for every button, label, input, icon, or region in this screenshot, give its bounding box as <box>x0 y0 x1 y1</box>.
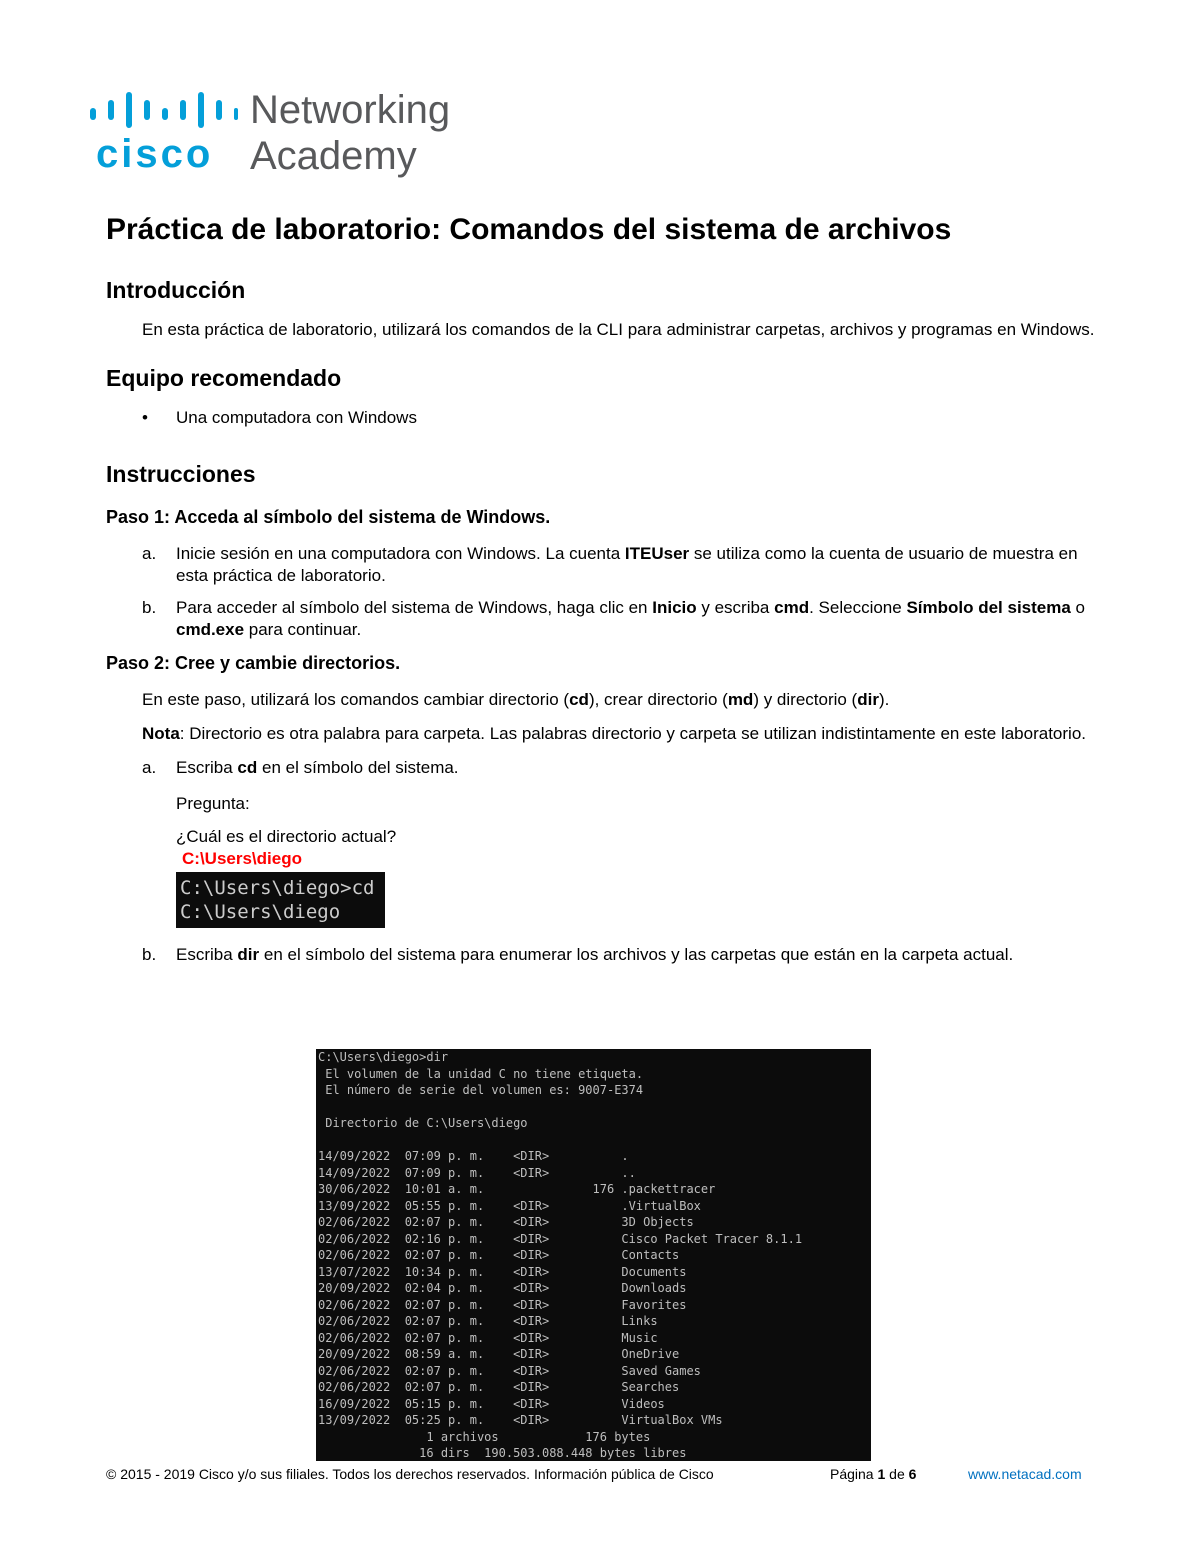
terminal-line: 14/09/2022 07:09 p. m. <DIR> . <box>318 1149 629 1163</box>
terminal-line <box>318 1132 871 1149</box>
step2-note <box>106 723 1096 745</box>
cisco-wordmark: cisco <box>96 132 214 176</box>
page-mid: de <box>885 1466 909 1482</box>
step1-b-bold1: Inicio <box>652 598 697 617</box>
step1-b-text3: . Seleccione <box>809 598 907 617</box>
terminal-line: C:\Users\diego <box>180 901 341 923</box>
instructions-heading: Instrucciones <box>106 461 256 487</box>
footer-page-number <box>830 1466 916 1482</box>
step2-b-bold1: dir <box>237 945 260 964</box>
terminal-line: C:\Users\diego>dir <box>318 1050 449 1064</box>
item-mark: a. <box>142 544 157 563</box>
step1-b-bold4: cmd.exe <box>176 620 245 639</box>
terminal-line: Directorio de C:\Users\diego <box>318 1116 528 1130</box>
step1-b-text1: Para acceder al símbolo del sistema de Windows, haga clic en <box>176 598 653 617</box>
terminal-line: 02/06/2022 02:07 p. m. <DIR> 3D Objects <box>318 1215 694 1229</box>
step2-item-a <box>106 757 1096 779</box>
terminal-line <box>318 1099 871 1116</box>
terminal-line: 02/06/2022 02:07 p. m. <DIR> Music <box>318 1330 658 1345</box>
bullet-mark: • <box>142 408 148 427</box>
step2-a-text1: Escriba <box>176 758 238 777</box>
step2-intro-text1: En este paso, utilizará los comandos cambiar directorio ( <box>142 690 570 709</box>
step1-heading: Paso 1: Acceda al símbolo del sistema de Windows. <box>106 507 551 527</box>
step1-b-text4: o <box>1070 598 1086 617</box>
step1-b-bold2: cmd <box>774 598 810 617</box>
cisco-networking-academy-logo <box>88 88 468 178</box>
intro-text: En esta práctica de laboratorio, utilizará los comandos de la CLI para administrar carpetas, archivos y programas en Windows. <box>142 320 1095 339</box>
equipment-heading: Equipo recomendado <box>106 365 342 391</box>
terminal-line: 13/09/2022 05:55 p. m. <DIR> .VirtualBox <box>318 1198 701 1213</box>
terminal-dir-output <box>316 1049 871 1461</box>
step1-a-bold1: ITEUser <box>624 544 690 563</box>
terminal-line: 02/06/2022 02:07 p. m. <DIR> Saved Games <box>318 1363 701 1378</box>
terminal-line: C:\Users\diego>cd <box>180 877 375 899</box>
step2-b-text1: Escriba <box>176 945 238 964</box>
page-current: 1 <box>877 1466 886 1482</box>
terminal-line: 16/09/2022 05:15 p. m. <DIR> Videos <box>318 1396 665 1411</box>
note-text: : Directorio es otra palabra para carpeta. Las palabras directorio y carpeta se utilizan indistintamente en este laboratorio. <box>179 724 1086 743</box>
step2-heading: Paso 2: Cree y cambie directorios. <box>106 653 401 673</box>
terminal-line: 02/06/2022 02:07 p. m. <DIR> Contacts <box>318 1248 680 1262</box>
footer-copyright: © 2015 - 2019 Cisco y/o sus filiales. Todos los derechos reservados. Información pública de Cisco <box>106 1466 714 1482</box>
item-mark: b. <box>142 598 157 617</box>
page-prefix: Página <box>830 1466 878 1482</box>
item-mark: a. <box>142 758 157 777</box>
terminal-line: 1 archivos 176 bytes <box>318 1429 651 1444</box>
step2-intro-bold1: cd <box>569 690 589 709</box>
terminal-line: 02/06/2022 02:07 p. m. <DIR> Favorites <box>318 1297 687 1312</box>
answer-text: C:\Users\diego <box>182 849 302 868</box>
step1-b-bold3: Símbolo del sistema <box>906 598 1071 617</box>
logo-networking: Networking <box>250 88 451 132</box>
terminal-line: 20/09/2022 02:04 p. m. <DIR> Downloads <box>318 1281 687 1295</box>
item-mark: b. <box>142 945 157 964</box>
terminal-line: 13/07/2022 10:34 p. m. <DIR> Documents <box>318 1264 687 1279</box>
footer-link[interactable]: www.netacad.com <box>968 1466 1082 1482</box>
step2-intro-bold2: md <box>727 690 754 709</box>
document-body <box>106 210 1096 966</box>
step2-intro <box>106 689 1096 711</box>
terminal-line: 16 dirs 190.503.088.448 bytes libres <box>318 1446 687 1460</box>
step1-b-text5: para continuar. <box>244 620 362 639</box>
step2-a-bold1: cd <box>237 758 258 777</box>
step2-a-text2: en el símbolo del sistema. <box>257 758 459 777</box>
terminal-line: 13/09/2022 05:25 p. m. <DIR> VirtualBox VMs <box>318 1413 723 1427</box>
page-title: Práctica de laboratorio: Comandos del sistema de archivos <box>106 213 952 246</box>
step2-b-text2: en el símbolo del sistema para enumerar los archivos y las carpetas que están en la carpeta actual. <box>259 945 1014 964</box>
equipment-item <box>106 407 1096 429</box>
step1-item-b <box>106 597 1096 641</box>
terminal-line: El número de serie del volumen es: 9007-E374 <box>318 1083 644 1097</box>
step1-item-a <box>106 543 1096 587</box>
step2-item-b <box>106 944 1096 966</box>
terminal-line: El volumen de la unidad C no tiene etiqueta. <box>318 1066 644 1081</box>
terminal-line: 30/06/2022 10:01 a. m. 176 .packettracer <box>318 1182 716 1196</box>
step1-b-text2: y escriba <box>696 598 775 617</box>
intro-heading: Introducción <box>106 277 246 303</box>
equipment-item-text: Una computadora con Windows <box>176 408 417 427</box>
terminal-line: 20/09/2022 08:59 a. m. <DIR> OneDrive <box>318 1347 680 1361</box>
step2-intro-text2: ), crear directorio ( <box>588 690 728 709</box>
terminal-line: 02/06/2022 02:07 p. m. <DIR> Searches <box>318 1380 680 1394</box>
note-label: Nota <box>142 724 180 743</box>
terminal-cd-output <box>176 872 385 928</box>
question-text: ¿Cuál es el directorio actual? <box>176 827 397 846</box>
page-total: 6 <box>908 1466 917 1482</box>
step1-a-text2: se utiliza como la cuenta de usuario de muestra en esta práctica de laboratorio. <box>176 544 1078 585</box>
cisco-bars-icon <box>88 92 238 132</box>
step1-a-text1: Inicie sesión en una computadora con Windows. La cuenta <box>176 544 625 563</box>
terminal-line: 02/06/2022 02:07 p. m. <DIR> Links <box>318 1314 658 1328</box>
step2-intro-text4: ). <box>878 690 890 709</box>
terminal-line: 14/09/2022 07:09 p. m. <DIR> .. <box>318 1165 636 1180</box>
logo-academy: Academy <box>250 134 417 178</box>
step2-intro-bold3: dir <box>857 690 879 709</box>
step2-intro-text3: ) y directorio ( <box>753 690 858 709</box>
terminal-line: 02/06/2022 02:16 p. m. <DIR> Cisco Packet Tracer 8.1.1 <box>318 1231 803 1246</box>
question-label: Pregunta: <box>176 794 250 813</box>
